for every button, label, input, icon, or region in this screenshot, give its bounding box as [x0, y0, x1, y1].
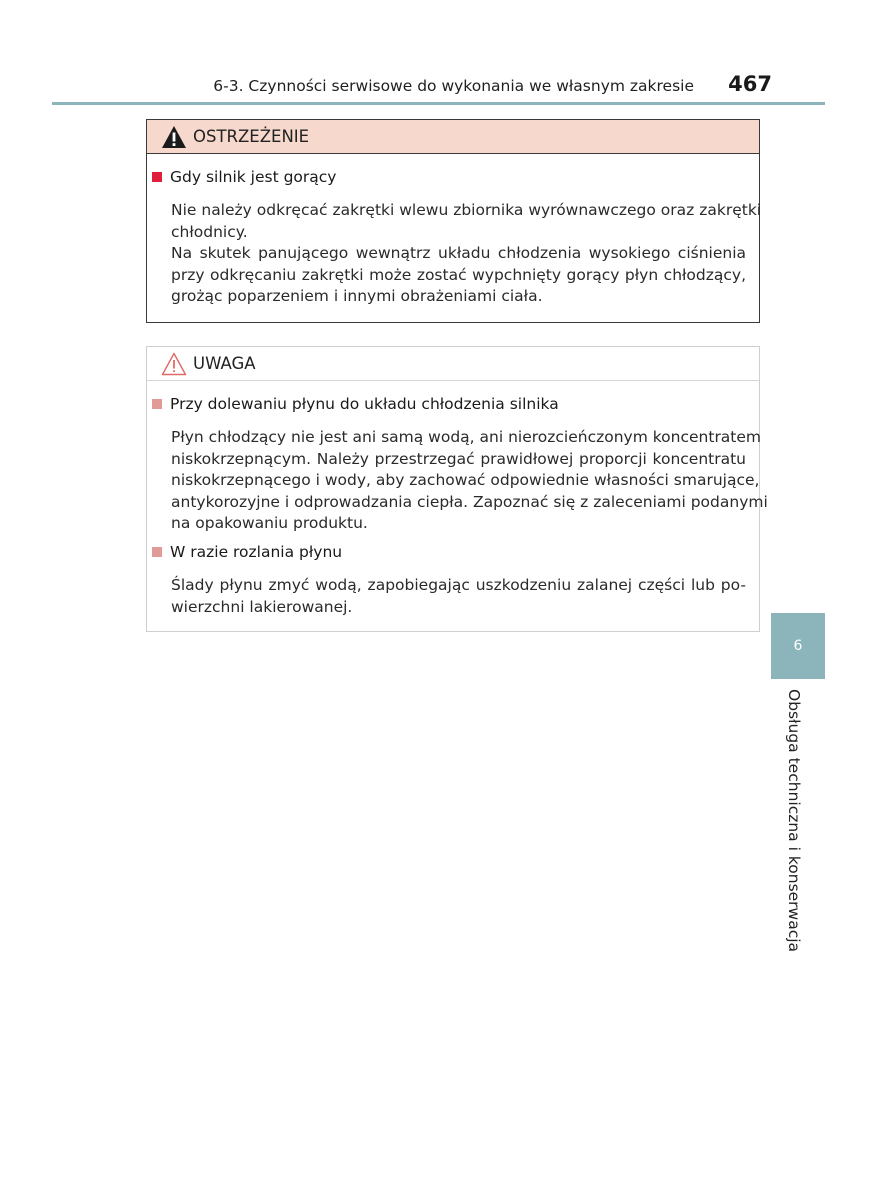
text-line: niskokrzepnącym. Należy przestrzegać prawidłowej proporcji koncentratu — [171, 449, 746, 468]
page-number: 467 — [728, 72, 772, 96]
notice-item-title-text: Przy dolewaniu płynu do układu chłodzenia silnika — [170, 395, 559, 413]
notice-header — [147, 347, 759, 381]
notice-item-title-text: W razie rozlania płynu — [170, 543, 343, 561]
text-line: grożąc poparzeniem i innymi obrażeniami ciała. — [171, 287, 543, 305]
square-bullet-icon — [152, 399, 162, 409]
header-divider — [52, 102, 825, 105]
square-bullet-icon — [152, 172, 162, 182]
text-line: Płyn chłodzący nie jest ani samą wodą, ani nierozcieńczonym koncentratem — [171, 428, 762, 446]
warning-box — [146, 119, 760, 323]
text-line: chłodnicy. — [171, 222, 248, 241]
warning-item-title — [152, 168, 336, 186]
text-line: antykorozyjne i odprowadzania ciepła. Zapoznać się z zaleceniami podanymi — [171, 492, 768, 511]
notice-item-text — [171, 575, 746, 618]
warning-header — [147, 120, 759, 154]
text-line: Na skutek panującego wewnątrz układu chłodzenia wysokiego ciśnienia — [171, 244, 746, 262]
notice-box — [146, 346, 768, 632]
warning-item-title-text: Gdy silnik jest gorący — [170, 168, 337, 186]
text-line: wierzchni lakierowanej. — [171, 597, 353, 616]
warning-item-text — [171, 200, 762, 308]
text-line: przy odkręcaniu zakrętki może zostać wypchnięty gorący płyn chłodzący, — [171, 265, 746, 284]
chapter-tab — [771, 613, 825, 679]
section-title: 6-3. Czynności serwisowe do wykonania we własnym zakresie — [213, 77, 694, 95]
notice-label: UWAGA — [193, 354, 256, 373]
notice-item-title — [152, 543, 342, 561]
text-line: niskokrzepnącego i wody, aby zachować odpowiednie własności smarujące, — [171, 471, 760, 489]
warning-outline-icon — [161, 352, 187, 376]
text-line: Ślady płynu zmyć wodą, zapobiegając uszkodzeniu zalanej części lub po- — [171, 576, 746, 594]
square-bullet-icon — [152, 547, 162, 557]
text-line: Nie należy odkręcać zakrętki wlewu zbiornika wyrównawczego oraz zakrętki — [171, 201, 762, 219]
chapter-number: 6 — [793, 638, 803, 654]
chapter-title: Obsługa techniczna i konserwacja — [785, 689, 803, 953]
notice-item-title — [152, 395, 559, 413]
text-line: na opakowaniu produktu. — [171, 514, 368, 532]
warning-label: OSTRZEŻENIE — [193, 127, 310, 146]
warning-filled-icon — [161, 125, 187, 149]
notice-item-text — [171, 427, 768, 535]
